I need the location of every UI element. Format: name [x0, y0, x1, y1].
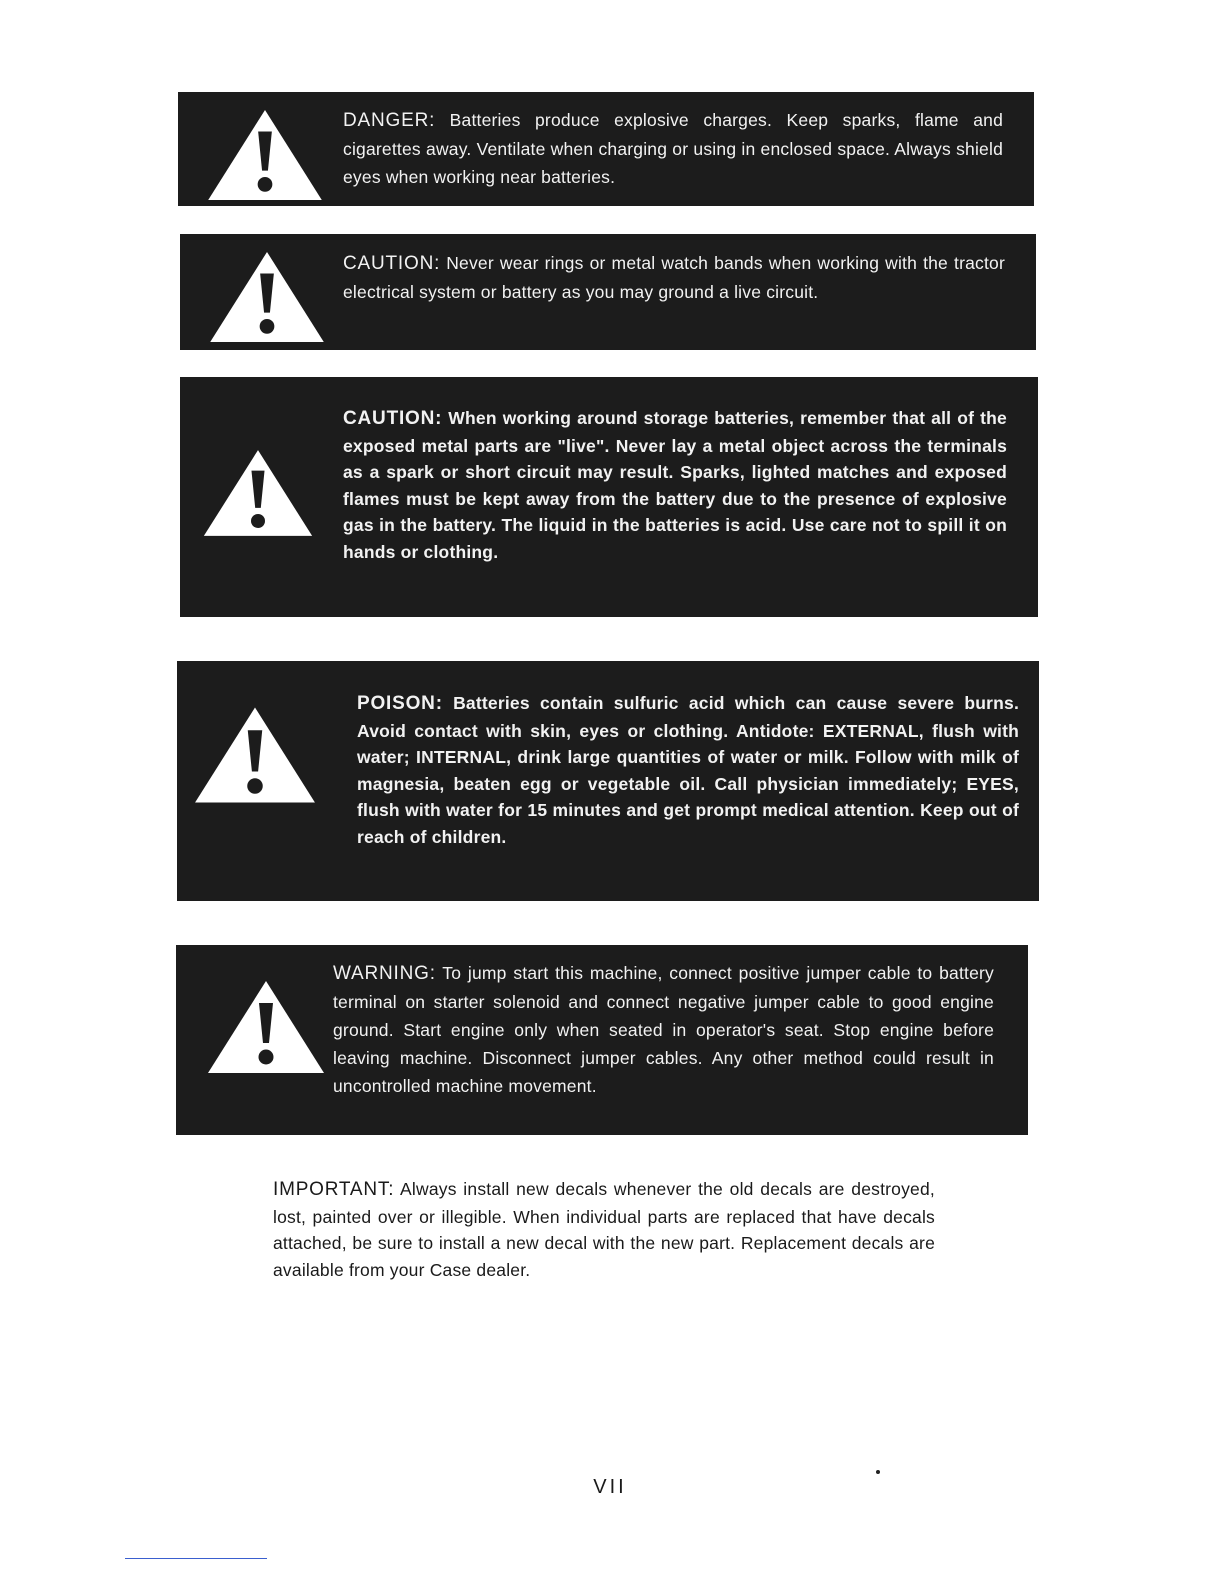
warning-triangle-icon [206, 108, 324, 202]
caution-decal-rings [180, 234, 1036, 350]
notice-body: Batteries contain sulfuric acid which can cause severe burns. Avoid contact with skin, eyes or clothing. Antidote: EXTERNAL, flush with water; INTERNAL, drink large quantities of water or milk. Follow with milk of magnesia, beaten egg or vegetable oil. Call physician immediately; EYES, flush with water for 15 minutes and get prompt medical attention. Keep out of reach of children. [357, 693, 1020, 847]
page-number: VII [593, 1476, 627, 1498]
poison-text [357, 690, 1019, 850]
notice-label: POISON: [357, 693, 443, 714]
notice-label: CAUTION: [343, 408, 443, 429]
poison-decal [177, 661, 1039, 901]
notice-body: Batteries produce explosive charges. Keep sparks, flame and cigarettes away. Ventilate when charging or using in enclosed space. Always shield eyes when working near batteries. [343, 110, 1004, 187]
notice-label: DANGER: [343, 110, 436, 131]
notice-body: When working around storage batteries, remember that all of the exposed metal parts are "live". Never lay a metal object across the terminals as a spark or short circuit may result. Sparks, lighted matches and exposed flames must be kept away from the battery due to the presence of explosive gas in the battery. The liquid in the batteries is acid. Use care not to spill it on hands or clothing. [343, 408, 1007, 562]
warning-text [333, 959, 994, 1100]
notice-body: Never wear rings or metal watch bands when working with the tractor electrical system or battery as you may ground a live circuit. [343, 253, 1005, 302]
caution-decal-storage-batteries [180, 377, 1038, 617]
caution-text [343, 405, 1007, 565]
important-body: Always install new decals whenever the old decals are destroyed, lost, painted over or illegible. When individual parts are replaced that have decals attached, be sure to install a new decal with the new part. Replacement decals are available from your Case dealer. [273, 1179, 935, 1280]
important-label: IMPORTANT: [273, 1179, 395, 1200]
notice-label: CAUTION: [343, 253, 441, 274]
footer-rule [125, 1558, 267, 1559]
important-note [273, 1176, 935, 1283]
print-speck [876, 1470, 880, 1474]
warning-triangle-icon [206, 975, 326, 1079]
warning-decal [176, 945, 1028, 1135]
danger-decal [178, 92, 1034, 206]
warning-triangle-icon [208, 250, 326, 344]
danger-text [343, 106, 1003, 191]
notice-body: To jump start this machine, connect positive jumper cable to battery terminal on starter solenoid and connect negative jumper cable to good engine ground. Start engine only when seated in operator's seat. Stop engine before leaving machine. Disconnect jumper cables. Any other method could result in uncontrolled machine movement. [333, 963, 994, 1096]
notice-label: WARNING: [333, 963, 436, 984]
warning-triangle-icon [193, 703, 317, 807]
caution-text [343, 249, 1005, 306]
warning-triangle-icon [202, 443, 314, 543]
